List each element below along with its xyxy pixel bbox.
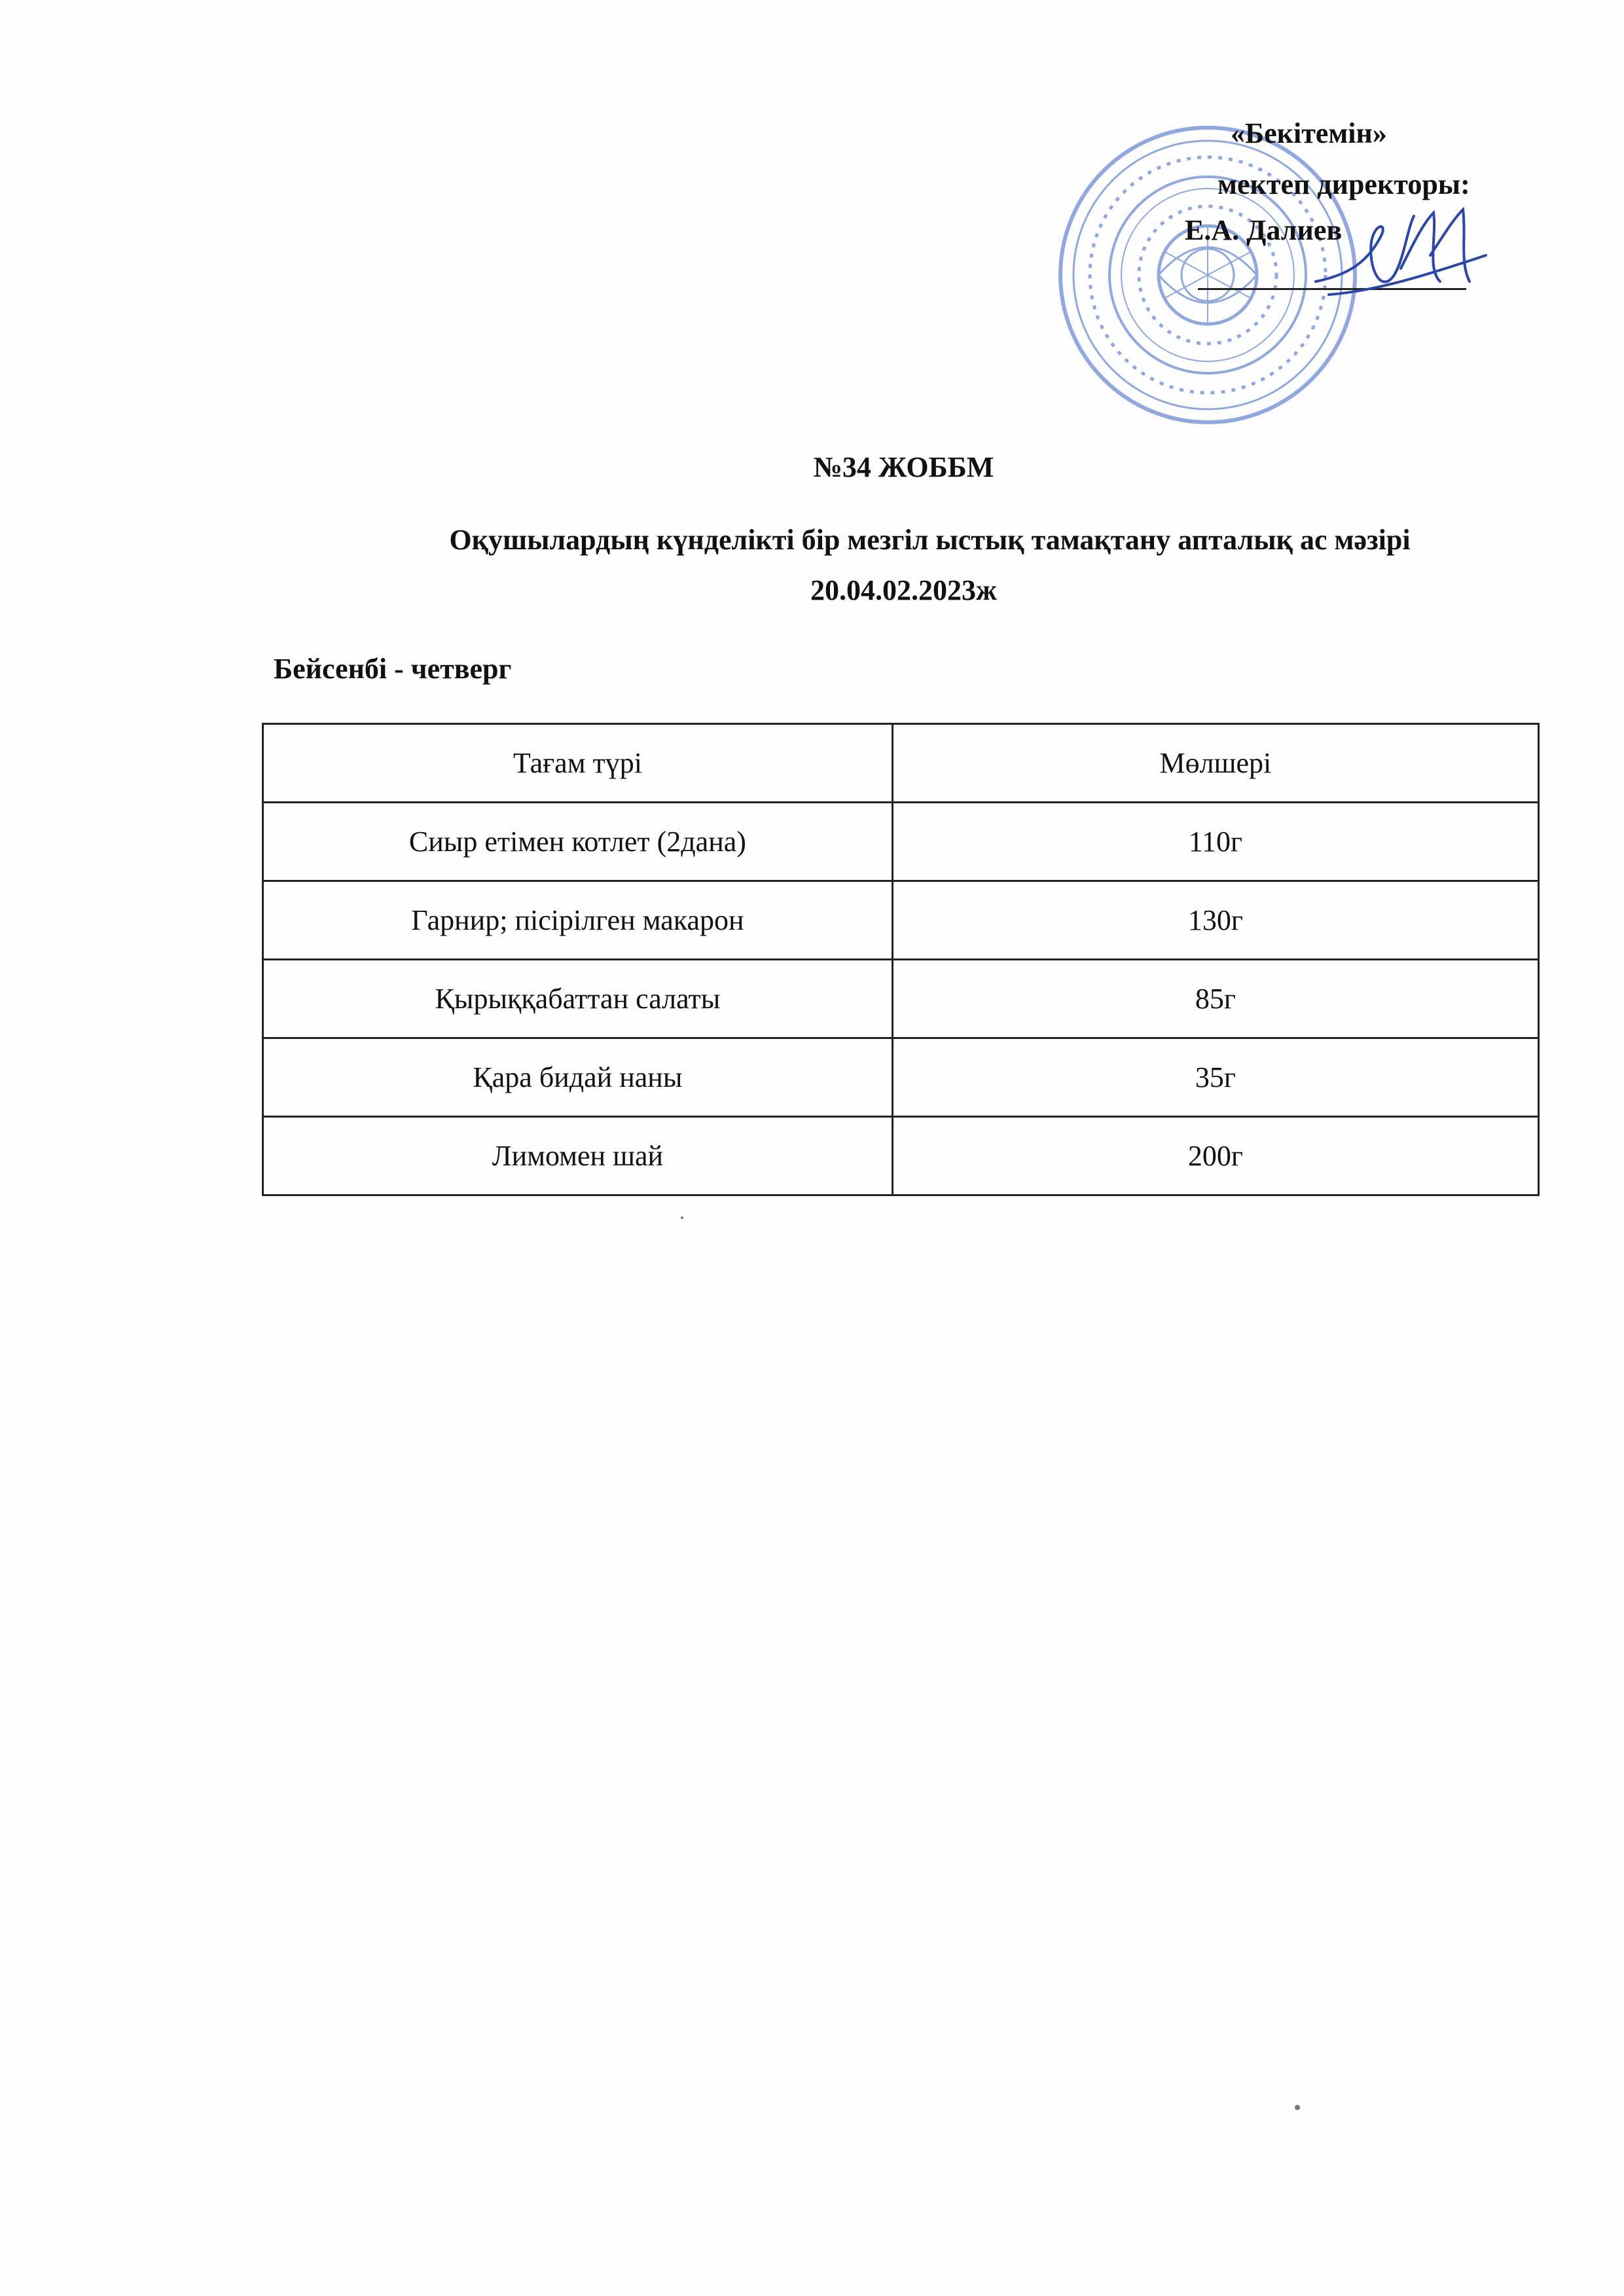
dish-amount: 130г <box>892 881 1538 960</box>
dish-name: Сиыр етімен котлет (2дана) <box>263 803 893 881</box>
dish-name: Қара бидай наны <box>263 1038 893 1117</box>
table-row <box>263 1038 1539 1117</box>
dish-name: Лимомен шай <box>263 1117 893 1195</box>
dish-amount: 85г <box>892 960 1538 1038</box>
scan-speck <box>1295 2105 1300 2110</box>
table-row <box>263 881 1539 960</box>
header-dish-type: Тағам түрі <box>263 724 893 803</box>
director-signature <box>1309 196 1492 308</box>
menu-table <box>262 723 1540 1196</box>
approval-title: «Бекітемін» <box>1231 117 1387 149</box>
menu-date: 20.04.02.2023ж <box>810 574 997 606</box>
menu-title: Оқушылардың күнделікті бір мезгіл ыстық тамақтану апталық ас мәзірі <box>449 524 1411 556</box>
scan-speck <box>681 1216 683 1219</box>
dish-name: Қырыққабаттан салаты <box>263 960 893 1038</box>
day-of-week: Бейсенбі - четверг <box>274 653 512 685</box>
dish-amount: 110г <box>892 803 1538 881</box>
table-row <box>263 960 1539 1038</box>
director-name: Е.А. Далиев <box>1185 214 1343 246</box>
table-row <box>263 803 1539 881</box>
table-row <box>263 1117 1539 1195</box>
school-name: №34 ЖОББМ <box>813 451 994 483</box>
approval-role: мектеп директоры: <box>1218 168 1470 200</box>
table-header-row <box>263 724 1539 803</box>
dish-name: Гарнир; пісірілген макарон <box>263 881 893 960</box>
dish-amount: 200г <box>892 1117 1538 1195</box>
dish-amount: 35г <box>892 1038 1538 1117</box>
header-amount: Мөлшері <box>892 724 1538 803</box>
